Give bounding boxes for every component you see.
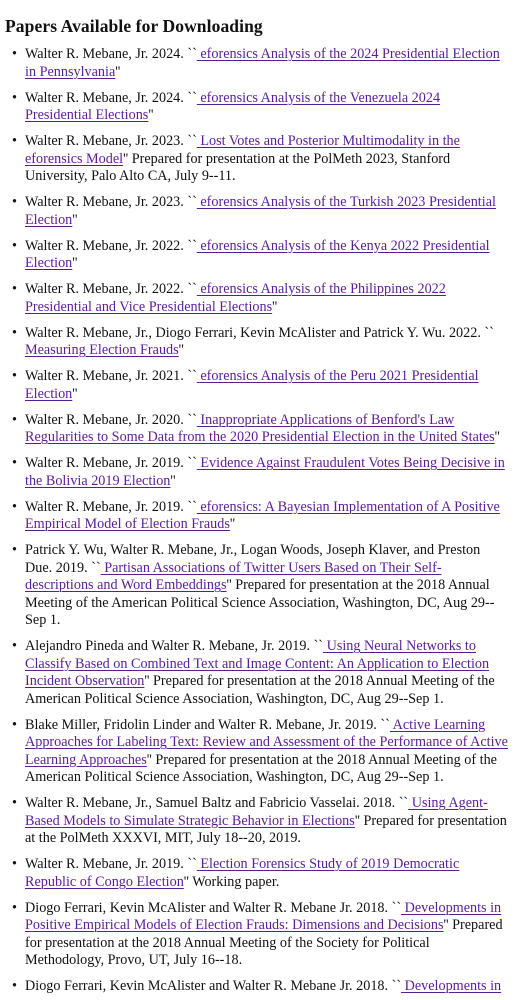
bullet-icon: •	[12, 455, 17, 471]
paper-citation-suffix: '' Prepared for presentation at the 2018 Annual Meeting of the American Political Science Association, Washington, DC, Aug 29--Sep 1.	[25, 673, 495, 707]
bullet-icon: •	[12, 281, 17, 297]
bullet-icon: •	[12, 89, 17, 106]
paper-title-link[interactable]: Election Forensics Study of 2019 Democratic Republic of Congo Election	[25, 856, 460, 890]
paper-list-item	[5, 194, 509, 229]
paper-citation-suffix: ''	[272, 298, 278, 315]
paper-citation-suffix: ''	[115, 63, 121, 80]
bullet-icon: •	[12, 237, 17, 254]
bullet-icon: •	[12, 411, 17, 428]
paper-list-item	[5, 281, 509, 316]
paper-citation-prefix: Walter R. Mebane, Jr. 2024. ``	[25, 46, 197, 62]
paper-citation-suffix: '' Prepared for presentation at the 2018 Annual Meeting of the American Political Science Association, Washington, DC, Aug 29--Sep 1.	[25, 751, 497, 785]
paper-title-link[interactable]: Developments in	[401, 978, 502, 994]
paper-citation-prefix: Walter R. Mebane, Jr. 2023. ``	[25, 133, 197, 149]
bullet-icon: •	[12, 795, 17, 811]
paper-citation-prefix: Walter R. Mebane, Jr. 2022. ``	[25, 237, 197, 254]
paper-citation-suffix: '' Prepared for presentation at the 2018 Annual Meeting of the Society for Political Methodology, Provo, UT, July 16--18.	[25, 917, 503, 968]
paper-citation-prefix: Walter R. Mebane, Jr. 2023. ``	[25, 194, 197, 210]
bullet-icon: •	[12, 978, 17, 994]
paper-citation-suffix: '' Prepared for presentation at the PolMeth XXXVI, MIT, July 18--20, 2019.	[25, 812, 507, 846]
paper-citation-prefix: Walter R. Mebane, Jr. 2019. ``	[25, 498, 197, 515]
paper-citation-suffix: ''	[148, 107, 154, 123]
bullet-icon: •	[12, 899, 17, 916]
paper-list-item	[5, 90, 509, 125]
paper-title-link[interactable]: Inappropriate Applications of Benford's Law Regularities to Some Data from the 2020 Presidential Election in the United States	[25, 411, 495, 445]
bullet-icon: •	[12, 542, 17, 558]
paper-title-link[interactable]: Measuring Election Frauds	[25, 342, 179, 358]
paper-list-item	[5, 133, 509, 186]
paper-citation-prefix: Walter R. Mebane, Jr. 2022. ``	[25, 281, 197, 297]
paper-citation-suffix: '' Prepared for presentation at the 2018 Annual Meeting of the American Political Science Association, Washington, DC, Aug 29--Sep 1.	[25, 577, 495, 628]
papers-list	[5, 46, 509, 996]
paper-citation-suffix: ''	[72, 211, 78, 228]
paper-citation-suffix: '' Working paper.	[183, 873, 280, 890]
paper-list-item	[5, 978, 509, 996]
paper-citation-suffix: ''	[229, 516, 236, 532]
paper-citation-suffix: ''	[72, 255, 78, 271]
paper-citation-prefix: Walter R. Mebane, Jr. 2020. ``	[25, 411, 197, 428]
page-heading: Papers Available for Downloading	[5, 16, 263, 36]
paper-title-link[interactable]: eforensics Analysis of the Kenya 2022 Presidential Election	[25, 237, 490, 271]
paper-citation-prefix: Diogo Ferrari, Kevin McAlister and Walter R. Mebane Jr. 2018. ``	[25, 899, 402, 916]
paper-list-item	[5, 238, 509, 273]
paper-citation-suffix: '' Prepared for presentation at the PolMeth 2023, Stanford University, Palo Alto CA, July 9--11.	[25, 150, 451, 184]
paper-list-item	[5, 499, 509, 534]
paper-citation-prefix: Alejandro Pineda and Walter R. Mebane, Jr. 2019. ``	[25, 638, 324, 654]
paper-citation-suffix: ''	[178, 342, 184, 358]
paper-list-item	[5, 412, 509, 447]
paper-title-link[interactable]: eforensics Analysis of the 2024 Presidential Election in Pennsylvania	[25, 46, 500, 80]
paper-title-link[interactable]: Evidence Against Fraudulent Votes Being Decisive in the Bolivia 2019 Election	[25, 455, 505, 489]
paper-citation-suffix: ''	[170, 472, 176, 489]
paper-title-link[interactable]: eforensics Analysis of the Venezuela 2024 Presidential Elections	[25, 89, 441, 123]
paper-title-link[interactable]: eforensics Analysis of the Peru 2021 Presidential Election	[25, 368, 479, 402]
paper-list-item	[5, 46, 509, 81]
bullet-icon: •	[12, 133, 17, 149]
paper-list-item	[5, 856, 509, 891]
paper-title-link[interactable]: Lost Votes and Posterior Multimodality in the eforensics Model	[25, 133, 460, 167]
paper-citation-prefix: Walter R. Mebane, Jr., Samuel Baltz and Fabricio Vasselai. 2018. ``	[25, 795, 409, 811]
paper-list-item	[5, 325, 509, 360]
paper-list-item	[5, 638, 509, 708]
paper-citation-prefix: Patrick Y. Wu, Walter R. Mebane, Jr., Logan Woods, Joseph Klaver, and Preston Due. 2019. ``	[25, 542, 481, 576]
bullet-icon: •	[12, 368, 17, 384]
paper-title-link[interactable]: eforensics: A Bayesian Implementation of A Positive Empirical Model of Election Frauds	[25, 498, 500, 532]
paper-citation-suffix: ''	[494, 429, 500, 445]
paper-citation-suffix: ''	[72, 385, 78, 402]
paper-title-link[interactable]: Using Agent-Based Models to Simulate Strategic Behavior in Elections	[25, 795, 488, 829]
paper-title-link[interactable]: Partisan Associations of Twitter Users Based on Their Self-descriptions and Word Embeddings	[25, 559, 442, 593]
paper-title-link[interactable]: Developments in Positive Empirical Models of Election Frauds: Dimensions and Decisions	[25, 899, 502, 933]
bullet-icon: •	[12, 638, 17, 654]
bullet-icon: •	[12, 716, 17, 733]
paper-list-item	[5, 455, 509, 490]
paper-title-link[interactable]: eforensics Analysis of the Philippines 2022 Presidential and Vice Presidential Elections	[25, 281, 446, 315]
bullet-icon: •	[12, 856, 17, 872]
bullet-icon: •	[12, 194, 17, 210]
paper-citation-prefix: Diogo Ferrari, Kevin McAlister and Walter R. Mebane Jr. 2018. ``	[25, 978, 402, 994]
bullet-icon: •	[12, 324, 17, 341]
paper-title-link[interactable]: Active Learning Approaches for Labeling Text: Review and Assessment of the Performance of Active Learning Approaches	[25, 716, 508, 768]
paper-title-link[interactable]: Using Neural Networks to Classify Based on Combined Text and Image Content: An Application to Election Incident Observation	[25, 638, 490, 689]
paper-list-item	[5, 717, 509, 787]
paper-citation-prefix: Walter R. Mebane, Jr., Diogo Ferrari, Kevin McAlister and Patrick Y. Wu. 2022. ``	[25, 324, 494, 341]
paper-citation-prefix: Walter R. Mebane, Jr. 2019. ``	[25, 856, 197, 872]
paper-list-item	[5, 368, 509, 403]
paper-list-item	[5, 900, 509, 970]
bullet-icon: •	[12, 498, 17, 515]
paper-citation-prefix: Walter R. Mebane, Jr. 2024. ``	[25, 89, 197, 106]
paper-list-item	[5, 542, 509, 630]
paper-citation-prefix: Walter R. Mebane, Jr. 2021. ``	[25, 368, 197, 384]
paper-title-link[interactable]: eforensics Analysis of the Turkish 2023 Presidential Election	[25, 194, 496, 228]
paper-list-item	[5, 795, 509, 848]
paper-citation-prefix: Blake Miller, Fridolin Linder and Walter R. Mebane, Jr. 2019. ``	[25, 716, 390, 733]
paper-citation-prefix: Walter R. Mebane, Jr. 2019. ``	[25, 455, 197, 471]
bullet-icon: •	[12, 46, 17, 62]
